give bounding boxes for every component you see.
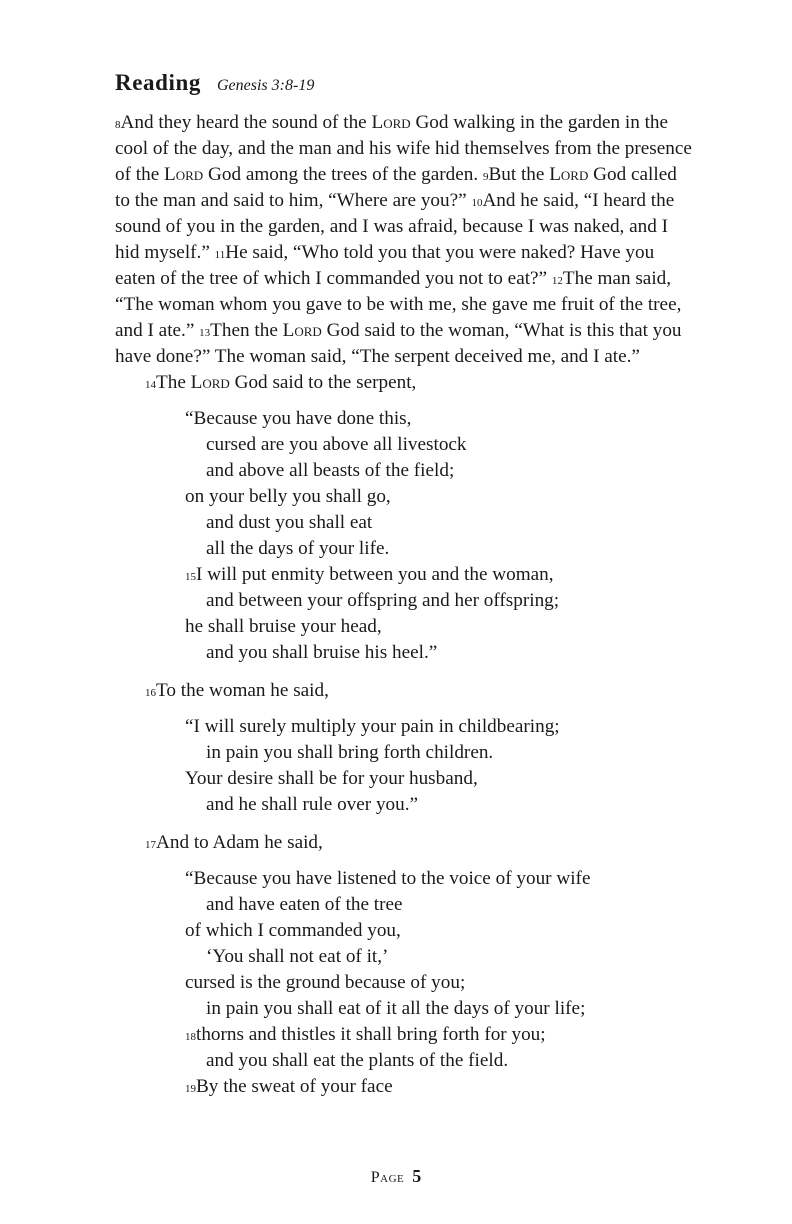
verse-text: And to Adam he said, [156, 832, 323, 853]
line-text: and you shall bruise his heel.” [206, 642, 438, 663]
page-footer [0, 1166, 792, 1187]
poem-line [185, 1048, 695, 1074]
prose-paragraph [115, 110, 695, 370]
poetry-sections [115, 370, 695, 1100]
poem-line [185, 892, 695, 918]
divine-name: Lord [549, 164, 589, 185]
verse-text: God said to the serpent, [229, 372, 417, 393]
page-number: 5 [412, 1166, 422, 1186]
verse-number: 15 [185, 571, 196, 583]
poem-line [185, 918, 695, 944]
poem-block [185, 714, 695, 818]
line-text: “Because you have listened to the voice of your wife [185, 868, 591, 889]
verse-text: And they heard the sound of the [120, 112, 372, 133]
line-text: and between your offspring and her offspring; [206, 590, 560, 611]
verse-text: But the [488, 164, 550, 185]
verse-number: 14 [145, 379, 156, 391]
line-text: “I will surely multiply your pain in childbearing; [185, 716, 560, 737]
verse-text: God said to the woman, “What is this that you have done?” The woman said, “The serpent deceived me, and I ate.” [115, 320, 682, 367]
poem-line [185, 1022, 695, 1048]
page-label: Page [370, 1169, 405, 1186]
line-text: and have eaten of the tree [206, 894, 403, 915]
verse-text: The man said, “The woman whom you gave to be with me, she gave me fruit of the tree, and I ate.” [115, 268, 682, 341]
line-text: in pain you shall bring forth children. [206, 742, 494, 763]
line-text: of which I commanded you, [185, 920, 401, 941]
verse-text: He said, “Who told you that you were naked? Have you eaten of the tree of which I commanded you not to eat?” [115, 242, 655, 289]
poem-line [185, 792, 695, 818]
poem-line [185, 614, 695, 640]
poem-line [185, 588, 695, 614]
verse-number: 13 [199, 327, 211, 339]
line-text: cursed is the ground because of you; [185, 972, 466, 993]
verse-text: God walking in the garden in the cool of the day, and the man and his wife hid themselves from the presence of the [115, 112, 692, 185]
verse-number: 17 [145, 839, 156, 851]
poem-line [185, 510, 695, 536]
line-text: Your desire shall be for your husband, [185, 768, 478, 789]
scripture-reference: Genesis 3:8-19 [217, 77, 315, 94]
line-text: and above all beasts of the field; [206, 460, 455, 481]
divine-name: Lord [282, 320, 322, 341]
line-text: he shall bruise your head, [185, 616, 382, 637]
poem-block [185, 406, 695, 666]
poem-line [185, 458, 695, 484]
reading-prose [115, 110, 695, 370]
line-text: and you shall eat the plants of the field. [206, 1050, 509, 1071]
line-text: thorns and thistles it shall bring forth for you; [196, 1024, 546, 1045]
poem-line [185, 536, 695, 562]
line-text: I will put enmity between you and the woman, [196, 564, 554, 585]
poem-line [185, 766, 695, 792]
poem-line [185, 406, 695, 432]
line-text: “Because you have done this, [185, 408, 412, 429]
poem-block [185, 866, 695, 1100]
verse-text: God called to the man and said to him, “Where are you?” [115, 164, 677, 211]
divine-name: Lord [164, 164, 204, 185]
line-text: all the days of your life. [206, 538, 390, 559]
reading-heading [115, 70, 695, 96]
verse-text: The [156, 372, 191, 393]
section-intro [115, 830, 695, 856]
verse-text: To the woman he said, [156, 680, 329, 701]
line-text: in pain you shall eat of it all the days of your life; [206, 998, 586, 1019]
line-text: and he shall rule over you.” [206, 794, 419, 815]
verse-number: 9 [482, 171, 489, 183]
line-text: cursed are you above all livestock [206, 434, 467, 455]
poem-line [185, 484, 695, 510]
poem-line [185, 562, 695, 588]
verse-number: 16 [145, 687, 156, 699]
verse-number: 11 [214, 249, 226, 261]
poem-line [185, 944, 695, 970]
verse-number: 10 [471, 197, 483, 209]
verse-text: And he said, “I heard the sound of you in the garden, and I was afraid, because I was naked, and I hid myself.” [115, 190, 675, 263]
divine-name: Lord [371, 112, 411, 133]
divine-name: Lord [190, 372, 230, 393]
verse-text: God among the trees of the garden. [203, 164, 483, 185]
verse-number: 19 [185, 1083, 196, 1095]
poem-line [185, 996, 695, 1022]
line-text: ‘You shall not eat of it,’ [206, 946, 389, 967]
poem-line [185, 970, 695, 996]
section-intro [115, 370, 695, 396]
verse-number: 12 [551, 275, 563, 287]
poem-line [185, 640, 695, 666]
verse-text: Then the [210, 320, 283, 341]
poem-line [185, 432, 695, 458]
poem-line [185, 740, 695, 766]
poem-line [185, 1074, 695, 1100]
section-intro [115, 678, 695, 704]
heading-title: Reading [115, 70, 201, 95]
poem-line [185, 714, 695, 740]
verse-number: 18 [185, 1031, 196, 1043]
line-text: By the sweat of your face [196, 1076, 393, 1097]
page-content [115, 70, 695, 1112]
verse-number: 8 [115, 119, 121, 131]
poem-line [185, 866, 695, 892]
line-text: on your belly you shall go, [185, 486, 391, 507]
line-text: and dust you shall eat [206, 512, 373, 533]
